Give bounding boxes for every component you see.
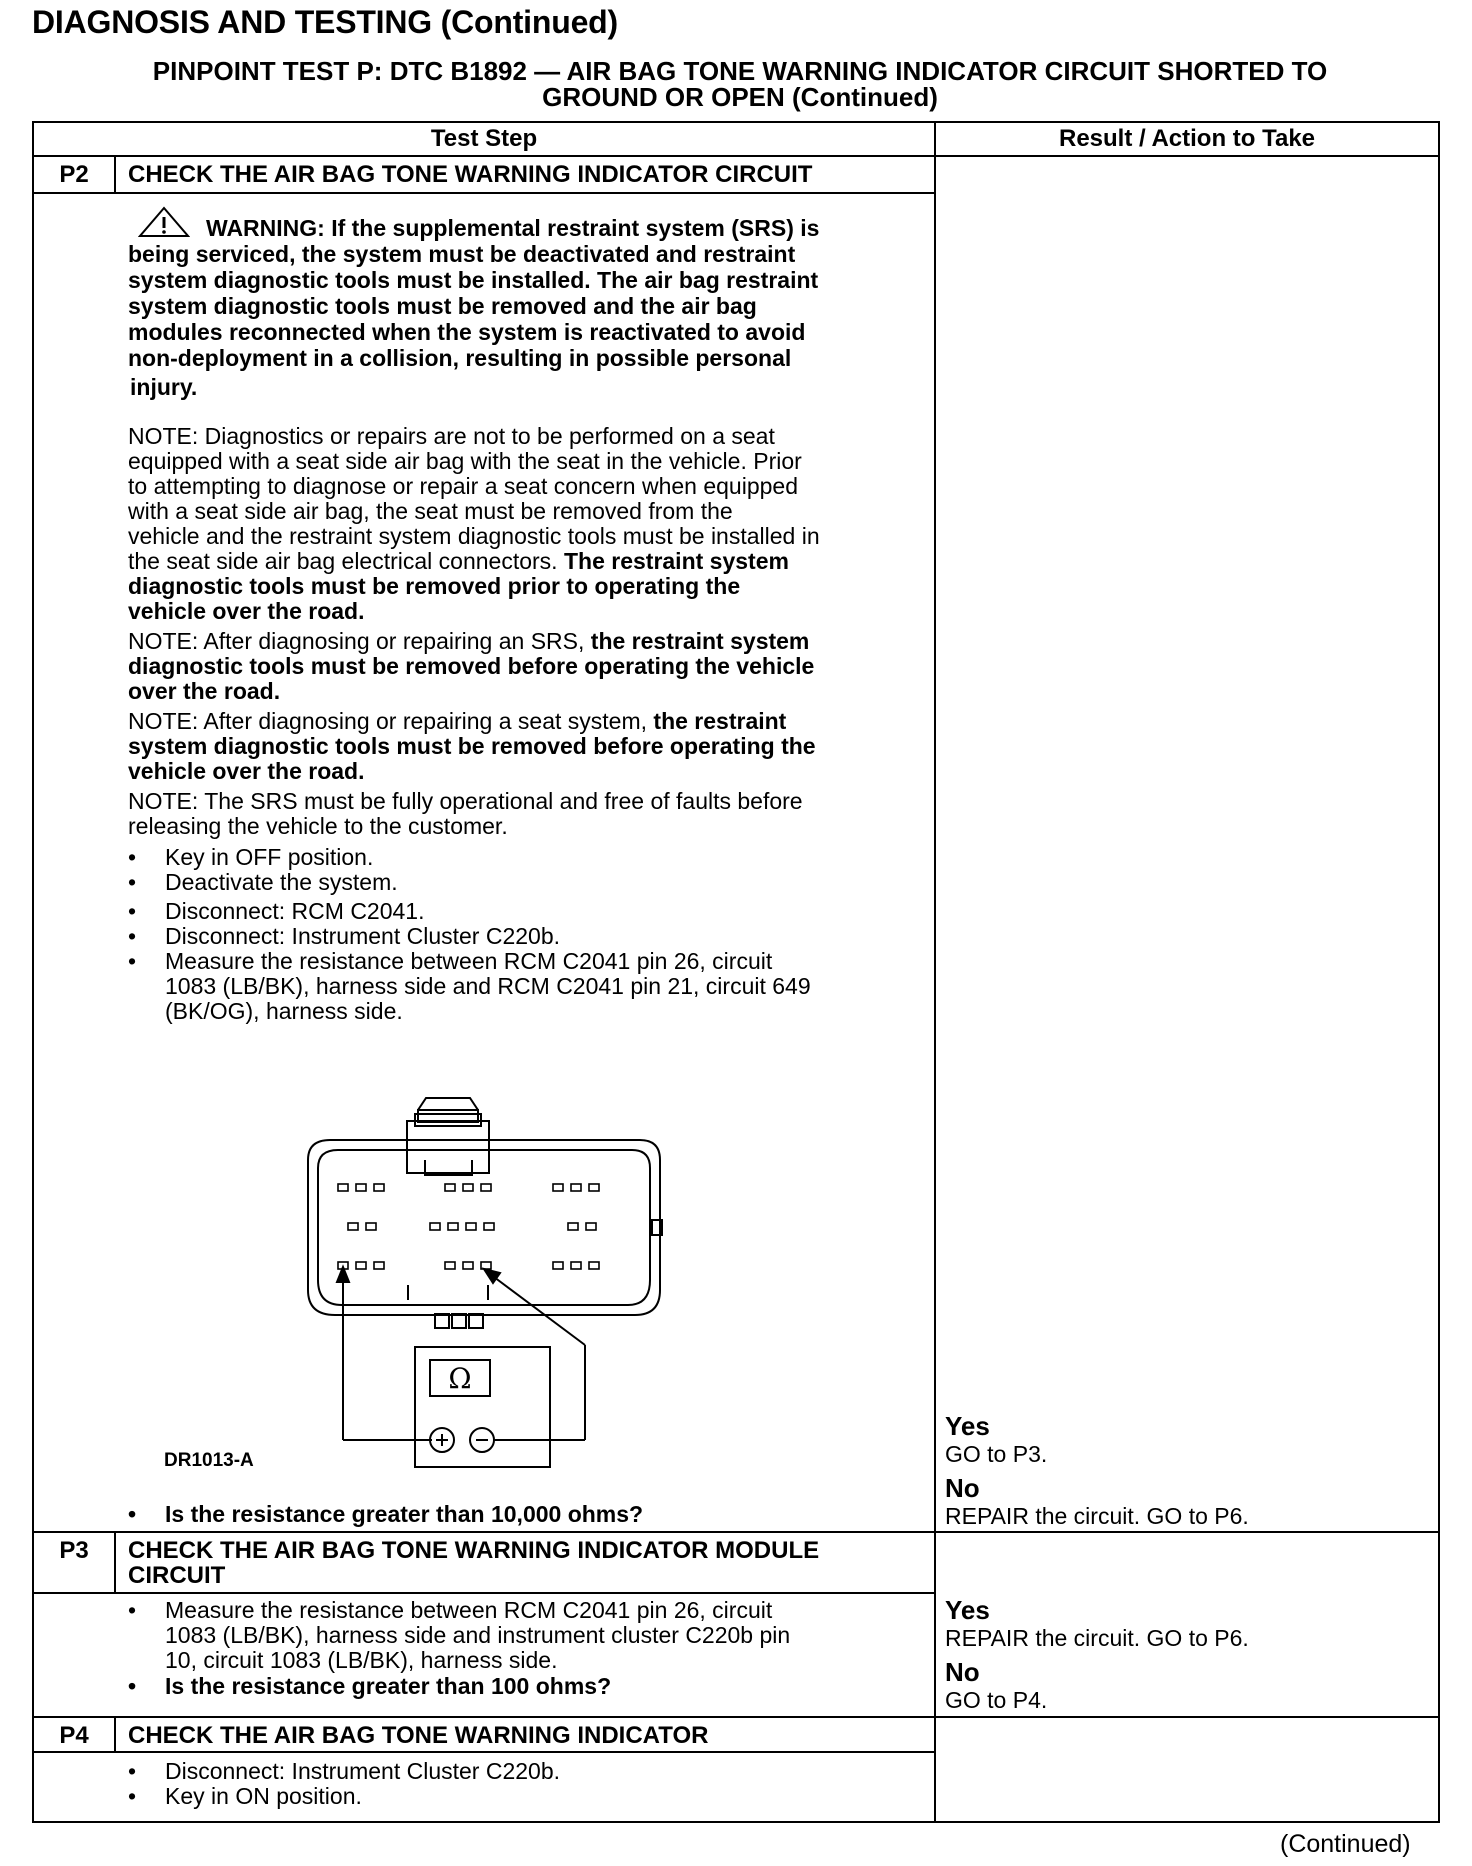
- step-number-p2: P2: [59, 161, 89, 188]
- note-seat-system-line: NOTE: After diagnosing or repairing a seat system, the restraint: [128, 708, 787, 734]
- note-srs-operational-line: NOTE: The SRS must be fully operational and free of faults before: [128, 788, 803, 814]
- column-header-result: Result / Action to Take: [1058, 125, 1316, 152]
- note-seat-side-airbag-line: vehicle and the restraint system diagnostic tools must be installed in: [128, 523, 820, 549]
- step-title-p3-line2: CIRCUIT: [128, 1562, 226, 1589]
- note-seat-side-airbag-line: the seat side air bag electrical connectors. The restraint system: [128, 548, 789, 574]
- result-yes-action: GO to P3.: [945, 1441, 1048, 1467]
- warning-line: modules reconnected when the system is reactivated to avoid: [128, 319, 806, 345]
- result-yes-action: REPAIR the circuit. GO to P6.: [945, 1625, 1249, 1651]
- result-no-label: No: [945, 1657, 980, 1687]
- note-seat-system-line: vehicle over the road.: [128, 758, 365, 784]
- step-title-p4: CHECK THE AIR BAG TONE WARNING INDICATOR: [128, 1722, 709, 1749]
- ohm-symbol: Ω: [448, 1362, 472, 1395]
- pinpoint-test-title-line1: PINPOINT TEST P: DTC B1892 — AIR BAG TONE WARNING INDICATOR CIRCUIT SHORTED TO: [152, 56, 1328, 86]
- note-seat-side-airbag-line: to attempting to diagnose or repair a seat concern when equipped: [128, 473, 798, 499]
- note-seat-side-airbag-line: with a seat side air bag, the seat must be removed from the: [128, 498, 733, 524]
- note-seat-side-airbag-line: equipped with a seat side air bag with the seat in the vehicle. Prior: [128, 448, 802, 474]
- page-title: DIAGNOSIS AND TESTING (Continued): [32, 4, 618, 40]
- note-srs-line: over the road.: [128, 678, 281, 704]
- result-yes-label: Yes: [945, 1595, 990, 1625]
- connector-ohmmeter-diagram: [290, 1090, 680, 1475]
- pinpoint-test-title-line2: GROUND OR OPEN (Continued): [542, 82, 938, 112]
- warning-line: system diagnostic tools must be installed. The air bag restraint: [128, 267, 819, 293]
- warning-line: injury.: [130, 374, 198, 400]
- note-seat-system-line: system diagnostic tools must be removed before operating the: [128, 733, 816, 759]
- result-no-action: REPAIR the circuit. GO to P6.: [945, 1503, 1249, 1529]
- note-seat-side-airbag-line: vehicle over the road.: [128, 598, 365, 624]
- column-header-test-step: Test Step: [430, 125, 538, 152]
- step-title-p3-line1: CHECK THE AIR BAG TONE WARNING INDICATOR MODULE: [128, 1537, 820, 1564]
- warning-triangle-icon: [138, 206, 190, 243]
- warning-line: being serviced, the system must be deactivated and restraint: [128, 241, 796, 267]
- note-seat-side-airbag-line: NOTE: Diagnostics or repairs are not to be performed on a seat: [128, 423, 775, 449]
- result-no-action: GO to P4.: [945, 1687, 1048, 1713]
- step-number-p4: P4: [59, 1722, 89, 1749]
- figure-id: DR1013-A: [164, 1450, 254, 1471]
- warning-line: WARNING: If the supplemental restraint system (SRS) is: [206, 215, 820, 241]
- note-srs-line: NOTE: After diagnosing or repairing an SRS, the restraint system: [128, 628, 810, 654]
- warning-line: system diagnostic tools must be removed and the air bag: [128, 293, 757, 319]
- note-srs-operational-line: releasing the vehicle to the customer.: [128, 813, 508, 839]
- result-yes-label: Yes: [945, 1411, 990, 1441]
- result-no-label: No: [945, 1473, 980, 1503]
- warning-line: non-deployment in a collision, resulting in possible personal: [128, 345, 792, 371]
- step-number-p3: P3: [59, 1537, 89, 1564]
- continued-label: (Continued): [1280, 1830, 1411, 1858]
- note-seat-side-airbag-line: diagnostic tools must be removed prior to operating the: [128, 573, 741, 599]
- step-title-p2: CHECK THE AIR BAG TONE WARNING INDICATOR CIRCUIT: [128, 161, 813, 188]
- note-srs-line: diagnostic tools must be removed before operating the vehicle: [128, 653, 815, 679]
